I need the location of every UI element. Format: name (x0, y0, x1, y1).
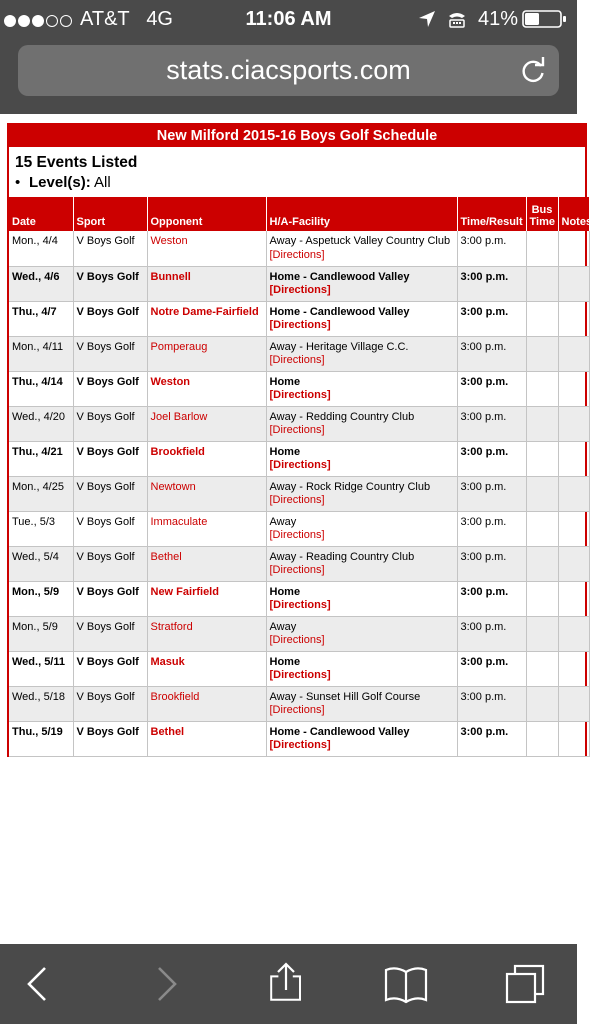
directions-link[interactable]: [Directions] (269, 494, 325, 506)
table-row (9, 686, 589, 721)
tabs-icon[interactable] (503, 962, 547, 1006)
tty-icon (447, 10, 467, 28)
opponent-link[interactable]: New Fairfield (147, 581, 266, 616)
cell-sport: V Boys Golf (73, 371, 147, 406)
facility-text: Away (269, 620, 297, 633)
column-header-bus-time[interactable]: Bus Time (526, 197, 558, 231)
directions-link[interactable]: [Directions] (269, 564, 325, 576)
cell-date: Mon., 5/9 (9, 616, 73, 651)
cell-notes (558, 686, 589, 721)
cell-bus-time (526, 476, 558, 511)
levels-label: Level(s): (29, 174, 91, 191)
opponent-link[interactable]: Weston (147, 231, 266, 266)
cell-sport: V Boys Golf (73, 476, 147, 511)
opponent-link[interactable]: Brookfield (147, 686, 266, 721)
directions-link[interactable]: [Directions] (269, 704, 325, 716)
opponent-link[interactable]: Joel Barlow (147, 406, 266, 441)
cell-time-result: 3:00 p.m. (457, 651, 526, 686)
facility-text: Home - Candlewood Valley (269, 305, 410, 318)
network-type: 4G (146, 8, 173, 30)
facility-text: Away - Heritage Village C.C. (269, 340, 409, 353)
browser-toolbar (0, 944, 577, 1024)
opponent-link[interactable]: Pomperaug (147, 336, 266, 371)
table-row (9, 441, 589, 476)
cell-sport: V Boys Golf (73, 406, 147, 441)
cell-bus-time (526, 581, 558, 616)
levels-filter: • Level(s): All (15, 174, 111, 191)
cell-time-result: 3:00 p.m. (457, 336, 526, 371)
cell-notes (558, 336, 589, 371)
directions-link[interactable]: [Directions] (269, 354, 325, 366)
cell-sport: V Boys Golf (73, 441, 147, 476)
cell-facility (266, 441, 457, 476)
table-row (9, 651, 589, 686)
back-icon[interactable] (17, 962, 61, 1006)
levels-value: All (94, 174, 111, 191)
table-row (9, 546, 589, 581)
cell-sport: V Boys Golf (73, 651, 147, 686)
opponent-link[interactable]: Brookfield (147, 441, 266, 476)
facility-text: Home (269, 445, 301, 458)
address-bar[interactable] (18, 45, 559, 96)
cell-sport: V Boys Golf (73, 511, 147, 546)
directions-link[interactable]: [Directions] (269, 319, 331, 331)
opponent-link[interactable]: Bunnell (147, 266, 266, 301)
table-row (9, 406, 589, 441)
cell-date: Tue., 5/3 (9, 511, 73, 546)
opponent-link[interactable]: Weston (147, 371, 266, 406)
table-row (9, 336, 589, 371)
table-row (9, 616, 589, 651)
cell-notes (558, 441, 589, 476)
cell-bus-time (526, 371, 558, 406)
cell-notes (558, 266, 589, 301)
cell-facility (266, 686, 457, 721)
cell-facility (266, 336, 457, 371)
cell-sport: V Boys Golf (73, 546, 147, 581)
directions-link[interactable]: [Directions] (269, 669, 331, 681)
cell-sport: V Boys Golf (73, 266, 147, 301)
cell-bus-time (526, 511, 558, 546)
cell-bus-time (526, 721, 558, 756)
cell-sport: V Boys Golf (73, 231, 147, 266)
cell-facility (266, 616, 457, 651)
cell-facility (266, 511, 457, 546)
events-count: 15 Events Listed (15, 154, 138, 171)
column-header-date[interactable]: Date (9, 197, 73, 231)
cell-date: Mon., 4/4 (9, 231, 73, 266)
cell-time-result: 3:00 p.m. (457, 266, 526, 301)
cell-date: Thu., 5/19 (9, 721, 73, 756)
cell-sport: V Boys Golf (73, 721, 147, 756)
cell-time-result: 3:00 p.m. (457, 546, 526, 581)
bookmarks-icon[interactable] (384, 962, 428, 1006)
schedule-title: New Milford 2015-16 Boys Golf Schedule (9, 125, 585, 147)
cell-date: Thu., 4/21 (9, 441, 73, 476)
facility-text: Home - Candlewood Valley (269, 725, 410, 738)
cell-time-result: 3:00 p.m. (457, 476, 526, 511)
cell-sport: V Boys Golf (73, 581, 147, 616)
status-bar (0, 0, 577, 38)
cell-time-result: 3:00 p.m. (457, 616, 526, 651)
cell-time-result: 3:00 p.m. (457, 231, 526, 266)
cell-notes (558, 721, 589, 756)
cell-facility (266, 581, 457, 616)
table-row (9, 476, 589, 511)
directions-link[interactable]: [Directions] (269, 424, 325, 436)
facility-text: Away - Rock Ridge Country Club (269, 480, 431, 493)
cell-notes (558, 651, 589, 686)
opponent-link[interactable]: Bethel (147, 546, 266, 581)
cell-date: Wed., 5/4 (9, 546, 73, 581)
cell-notes (558, 581, 589, 616)
column-header-time-result[interactable]: Time/Result (457, 197, 526, 231)
cell-sport: V Boys Golf (73, 686, 147, 721)
cell-date: Mon., 4/25 (9, 476, 73, 511)
cell-facility (266, 231, 457, 266)
status-time: 11:06 AM (245, 8, 332, 30)
opponent-link[interactable]: Masuk (147, 651, 266, 686)
table-row (9, 231, 589, 266)
directions-link[interactable]: [Directions] (269, 529, 325, 541)
cell-facility (266, 301, 457, 336)
directions-link[interactable]: [Directions] (269, 389, 331, 401)
cell-time-result: 3:00 p.m. (457, 371, 526, 406)
table-header-row (9, 197, 589, 231)
schedule-table (9, 197, 590, 757)
cell-bus-time (526, 686, 558, 721)
directions-link[interactable]: [Directions] (269, 284, 331, 296)
cell-date: Mon., 5/9 (9, 581, 73, 616)
cell-bus-time (526, 301, 558, 336)
opponent-link[interactable]: Bethel (147, 721, 266, 756)
column-header-sport[interactable]: Sport (73, 197, 147, 231)
cell-bus-time (526, 266, 558, 301)
column-header-notes[interactable]: Notes (558, 197, 589, 231)
cell-notes (558, 511, 589, 546)
column-header-opponent[interactable]: Opponent (147, 197, 266, 231)
schedule-panel (7, 123, 592, 757)
facility-text: Home (269, 375, 301, 388)
cell-bus-time (526, 231, 558, 266)
facility-text: Away (269, 515, 297, 528)
carrier-label: AT&T 4G (80, 8, 173, 30)
cell-time-result: 3:00 p.m. (457, 301, 526, 336)
cell-date: Wed., 4/6 (9, 266, 73, 301)
table-row (9, 511, 589, 546)
cell-notes (558, 546, 589, 581)
directions-link[interactable]: [Directions] (269, 599, 331, 611)
cell-bus-time (526, 336, 558, 371)
table-row (9, 301, 589, 336)
facility-text: Away - Reading Country Club (269, 550, 415, 563)
cell-facility (266, 721, 457, 756)
cell-time-result: 3:00 p.m. (457, 581, 526, 616)
table-row (9, 721, 589, 756)
cell-date: Thu., 4/7 (9, 301, 73, 336)
cell-date: Mon., 4/11 (9, 336, 73, 371)
cell-notes (558, 406, 589, 441)
column-header-facility[interactable]: H/A-Facility (266, 197, 457, 231)
cell-time-result: 3:00 p.m. (457, 441, 526, 476)
table-row (9, 371, 589, 406)
schedule-body (9, 231, 589, 756)
opponent-link[interactable]: Stratford (147, 616, 266, 651)
cell-date: Wed., 5/11 (9, 651, 73, 686)
opponent-link[interactable]: Immaculate (147, 511, 266, 546)
cell-sport: V Boys Golf (73, 301, 147, 336)
directions-link[interactable]: [Directions] (269, 634, 325, 646)
facility-text: Home (269, 585, 301, 598)
facility-text: Away - Redding Country Club (269, 410, 415, 423)
cell-date: Wed., 4/20 (9, 406, 73, 441)
cell-bus-time (526, 406, 558, 441)
cell-time-result: 3:00 p.m. (457, 721, 526, 756)
cell-time-result: 3:00 p.m. (457, 511, 526, 546)
battery-icon (522, 10, 568, 28)
battery-percent: 41% (478, 8, 519, 30)
cell-date: Wed., 5/18 (9, 686, 73, 721)
cell-notes (558, 616, 589, 651)
cell-facility (266, 476, 457, 511)
cell-bus-time (526, 546, 558, 581)
cell-facility (266, 266, 457, 301)
cell-notes (558, 231, 589, 266)
facility-text: Away - Aspetuck Valley Country Club (269, 235, 451, 247)
cell-notes (558, 371, 589, 406)
directions-link[interactable]: [Directions] (269, 739, 331, 751)
facility-text: Away - Sunset Hill Golf Course (269, 690, 421, 703)
location-arrow-icon (418, 10, 436, 28)
directions-link[interactable]: [Directions] (269, 459, 331, 471)
facility-text: Home - Candlewood Valley (269, 270, 410, 283)
cell-sport: V Boys Golf (73, 336, 147, 371)
web-page (0, 114, 592, 944)
cell-time-result: 3:00 p.m. (457, 406, 526, 441)
table-row (9, 266, 589, 301)
cell-notes (558, 476, 589, 511)
cell-sport: V Boys Golf (73, 616, 147, 651)
cell-facility (266, 371, 457, 406)
cell-bus-time (526, 441, 558, 476)
cell-time-result: 3:00 p.m. (457, 686, 526, 721)
url-text: stats.ciacsports.com (166, 55, 411, 85)
opponent-link[interactable]: Notre Dame-Fairfield (147, 301, 266, 336)
directions-link[interactable]: [Directions] (269, 248, 325, 261)
cell-facility (266, 546, 457, 581)
browser-chrome (0, 0, 577, 114)
cell-notes (558, 301, 589, 336)
cell-bus-time (526, 651, 558, 686)
table-row (9, 581, 589, 616)
cell-facility (266, 406, 457, 441)
share-icon[interactable] (264, 962, 308, 1006)
events-summary (9, 147, 585, 197)
cell-facility (266, 651, 457, 686)
forward-icon[interactable] (143, 962, 187, 1006)
opponent-link[interactable]: Newtown (147, 476, 266, 511)
cell-bus-time (526, 616, 558, 651)
cell-date: Thu., 4/14 (9, 371, 73, 406)
facility-text: Home (269, 655, 301, 668)
reload-icon[interactable] (519, 57, 547, 85)
